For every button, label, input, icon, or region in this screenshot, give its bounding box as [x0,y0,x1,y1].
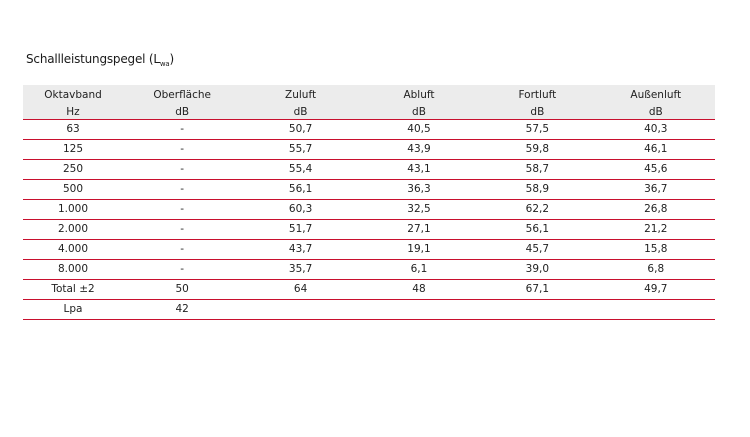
value-cell: 56,1 [241,180,359,200]
value-cell: 36,3 [360,180,478,200]
value-cell: 39,0 [478,260,596,280]
table-row [23,280,715,300]
value-cell: 6,8 [597,260,715,280]
row-label-cell: 250 [23,160,123,180]
value-cell: 51,7 [241,220,359,240]
value-cell: 46,1 [597,140,715,160]
value-cell: 60,3 [241,200,359,220]
value-cell: 43,9 [360,140,478,160]
value-cell: 55,4 [241,160,359,180]
table-row [23,140,715,160]
unit-cell-db: dB [597,104,715,120]
value-cell: - [123,260,241,280]
header-cell-aussenluft: Außenluft [597,85,715,104]
value-cell: 6,1 [360,260,478,280]
value-cell [360,300,478,320]
table-row [23,200,715,220]
table-title-close: ) [169,52,174,66]
unit-row [23,104,715,120]
value-cell: 26,8 [597,200,715,220]
value-cell: 50 [123,280,241,300]
row-label-cell: Total ±2 [23,280,123,300]
value-cell [478,300,596,320]
value-cell: 40,3 [597,120,715,140]
value-cell: 45,6 [597,160,715,180]
value-cell: 36,7 [597,180,715,200]
unit-cell-hz: Hz [23,104,123,120]
sound-power-table [23,85,715,320]
value-cell: 55,7 [241,140,359,160]
value-cell: 27,1 [360,220,478,240]
table-title-subscript: wa [159,60,170,68]
value-cell: - [123,140,241,160]
row-label-cell: 4.000 [23,240,123,260]
value-cell: 32,5 [360,200,478,220]
value-cell: - [123,160,241,180]
value-cell: 50,7 [241,120,359,140]
table-row [23,220,715,240]
value-cell: 43,1 [360,160,478,180]
value-cell: - [123,180,241,200]
value-cell: 35,7 [241,260,359,280]
value-cell [241,300,359,320]
table-row [23,160,715,180]
header-row [23,85,715,104]
value-cell: 58,7 [478,160,596,180]
value-cell: - [123,220,241,240]
header-cell-zuluft: Zuluft [241,85,359,104]
value-cell: 67,1 [478,280,596,300]
header-cell-abluft: Abluft [360,85,478,104]
value-cell: 15,8 [597,240,715,260]
unit-cell-db: dB [123,104,241,120]
table-row [23,240,715,260]
table-row [23,260,715,280]
table-title-main: Schallleistungspegel (L [26,52,160,66]
value-cell: 43,7 [241,240,359,260]
value-cell: - [123,240,241,260]
value-cell [597,300,715,320]
row-label-cell: 500 [23,180,123,200]
value-cell: - [123,120,241,140]
row-label-cell: 8.000 [23,260,123,280]
value-cell: 48 [360,280,478,300]
row-label-cell: 2.000 [23,220,123,240]
value-cell: 58,9 [478,180,596,200]
unit-cell-db: dB [360,104,478,120]
value-cell: 62,2 [478,200,596,220]
row-label-cell: 63 [23,120,123,140]
header-cell-oktavband: Oktavband [23,85,123,104]
row-label-cell: 125 [23,140,123,160]
value-cell: - [123,200,241,220]
value-cell: 42 [123,300,241,320]
row-label-cell: Lpa [23,300,123,320]
header-cell-oberflaeche: Oberfläche [123,85,241,104]
unit-cell-db: dB [478,104,596,120]
table-row [23,120,715,140]
value-cell: 45,7 [478,240,596,260]
value-cell: 40,5 [360,120,478,140]
header-cell-fortluft: Fortluft [478,85,596,104]
value-cell: 57,5 [478,120,596,140]
value-cell: 49,7 [597,280,715,300]
table-row [23,300,715,320]
value-cell: 59,8 [478,140,596,160]
row-label-cell: 1.000 [23,200,123,220]
value-cell: 64 [241,280,359,300]
table-row [23,180,715,200]
unit-cell-db: dB [241,104,359,120]
value-cell: 21,2 [597,220,715,240]
table-title [26,52,174,68]
value-cell: 56,1 [478,220,596,240]
value-cell: 19,1 [360,240,478,260]
